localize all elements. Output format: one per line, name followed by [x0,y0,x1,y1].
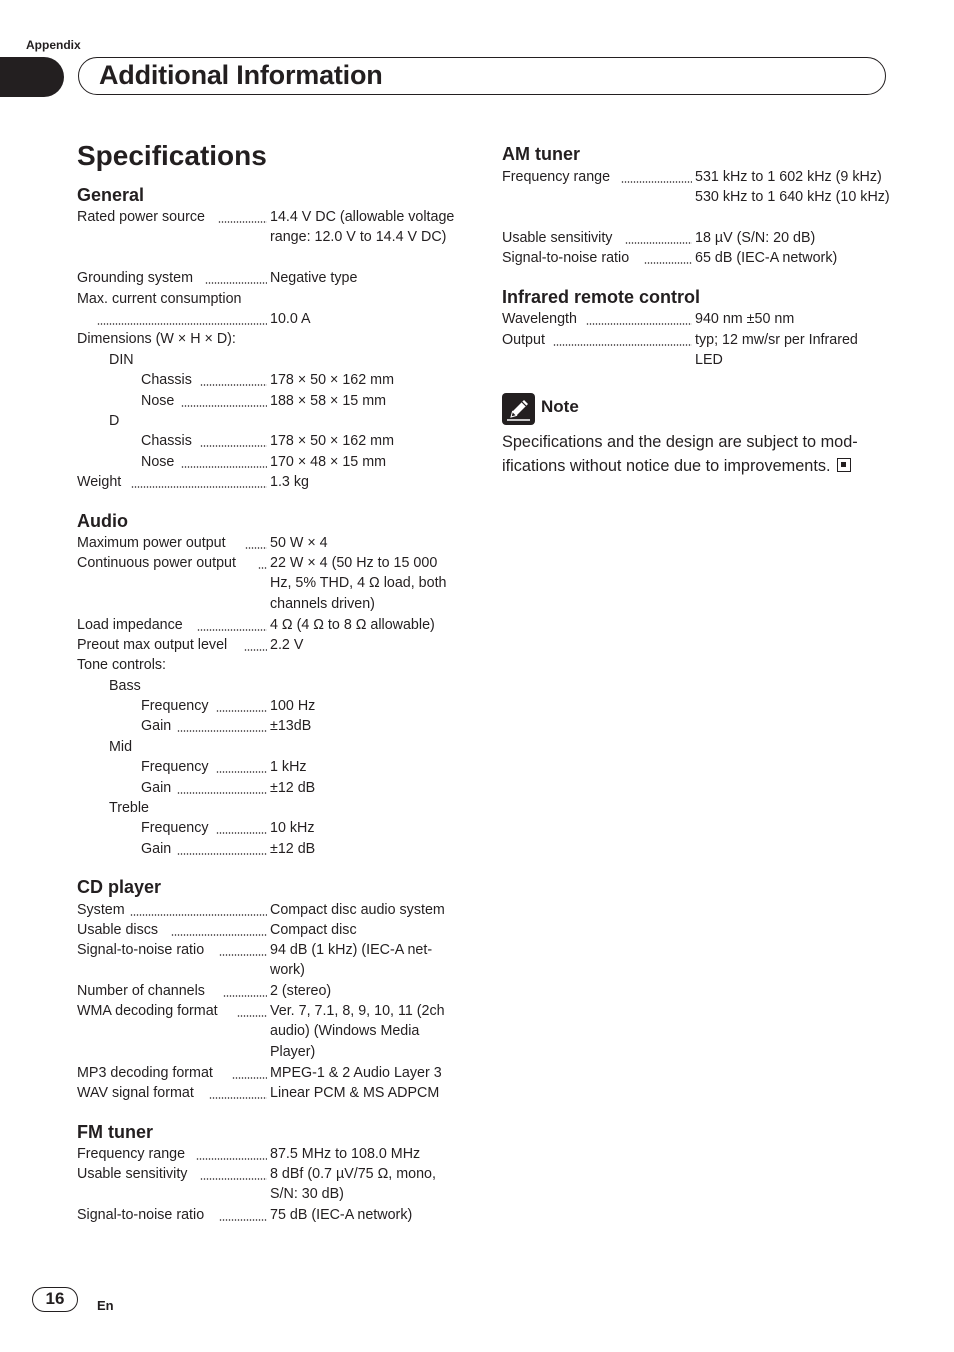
spec-row [77,839,467,860]
spec-value: 94 dB (1 kHz) (IEC-A net-work) [270,942,433,979]
spec-row [77,1083,467,1104]
spec-row [77,207,467,269]
spec-value: Compact disc [270,922,357,938]
spec-value: 14.4 V DC (allowable voltage range: 12.0 V to 14.4 V DC) [270,209,455,246]
leader-dots [171,934,267,936]
spec-label: Number of channels [77,983,205,999]
spec-row [77,472,467,493]
leader-dots [205,282,267,284]
leader-dots [181,466,267,468]
spec-label: WAV signal format [77,1085,194,1101]
spec-value: 18 µV (S/N: 20 dB) [695,230,816,246]
spec-row [77,900,467,921]
spec-label: MP3 decoding format [77,1065,213,1081]
leader-dots [244,649,267,651]
spec-label: System [77,902,125,918]
leader-dots [223,995,267,997]
end-square-icon [837,458,851,472]
leader-dots [621,181,692,183]
spec-value: 1 kHz [270,759,307,775]
leader-dots [216,771,267,773]
spec-value: 10 kHz [270,820,315,836]
leader-dots [177,792,267,794]
spec-label: Grounding system [77,270,194,286]
spec-row [502,228,894,249]
spec-value: Ver. 7, 7.1, 8, 9, 10, 11 (2ch audio) (Windows Media Player) [270,1003,445,1060]
fm-title: FM tuner [77,1122,153,1142]
spec-row [77,778,467,799]
page-number: 16 [32,1287,78,1312]
spec-label: Gain [141,780,172,796]
spec-value: 4 Ω (4 Ω to 8 Ω allowable) [270,617,435,633]
spec-value: Negative type [270,270,358,286]
spec-value: 10.0 A [270,311,311,327]
spec-value: 531 kHz to 1 602 kHz (9 kHz) 530 kHz to 1 640 kHz (10 kHz) [695,169,890,206]
leader-dots [196,1158,267,1160]
spec-label: Gain [141,718,172,734]
spec-row [77,1164,467,1206]
spec-value: 178 × 50 × 162 mm [270,433,394,449]
language-code: En [97,1298,114,1313]
spec-value: 87.5 MHz to 108.0 MHz [270,1146,421,1162]
spec-label: Chassis [141,372,192,388]
spec-label: Maximum power output [77,535,226,551]
spec-label: Weight [77,474,122,490]
leader-dots [218,221,267,223]
leader-dots [553,344,692,346]
leader-dots [586,323,692,325]
spec-label: Usable discs [77,922,159,938]
general-title: General [77,185,145,205]
section-title: Additional Information [99,60,383,90]
spec-row [502,309,894,330]
appendix-label: Appendix [26,38,81,52]
spec-row [77,635,467,656]
spec-row [77,940,467,982]
spec-sublabel: Mid [109,739,133,755]
spec-label: Signal-to-noise ratio [77,942,205,958]
spec-row [77,1063,467,1084]
spec-label: Wavelength [502,311,577,327]
leader-dots [131,486,267,488]
spec-value: Compact disc audio system [270,902,445,918]
spec-label: Signal-to-noise ratio [77,1207,205,1223]
section-tab-marker [0,57,64,97]
note-pencil-icon [502,393,535,425]
spec-value: ±13dB [270,718,312,734]
spec-row [77,818,467,839]
spec-row [77,757,467,778]
spec-label: Load impedance [77,617,183,633]
leader-dots [219,1219,267,1221]
spec-label: Rated power source [77,209,205,225]
leader-dots [644,262,692,264]
spec-label: WMA decoding format [77,1003,218,1019]
leader-dots [237,1015,267,1017]
note-label: Note [541,397,579,416]
spec-sublabel: Bass [109,678,141,694]
spec-row [77,309,467,330]
spec-row [502,248,894,269]
spec-label: Gain [141,841,172,857]
spec-label: Frequency [141,698,209,714]
leader-dots [197,629,267,631]
leader-dots [177,730,267,732]
spec-value: typ; 12 mw/sr per Infrared LED [695,332,858,369]
page-title: Specifications [77,140,267,171]
spec-value: 170 × 48 × 15 mm [270,454,387,470]
leader-dots [219,954,267,956]
spec-value: 100 Hz [270,698,316,714]
leader-dots [97,323,267,325]
spec-row [77,431,467,452]
cd-title: CD player [77,877,162,897]
leader-dots [216,832,267,834]
spec-row [77,920,467,941]
spec-label: Frequency range [502,169,611,185]
spec-row [77,370,467,391]
leader-dots [177,853,267,855]
note-text [502,430,894,478]
spec-sublabel: Treble [109,800,149,816]
leader-dots [625,242,692,244]
spec-label: Frequency range [77,1146,186,1162]
spec-value: 2 (stereo) [270,983,332,999]
spec-label: Usable sensitivity [502,230,613,246]
ir-title: Infrared remote control [502,287,701,307]
spec-row [77,696,467,717]
spec-value: 178 × 50 × 162 mm [270,372,394,388]
spec-label: Output [502,332,545,348]
spec-label: Max. current consumption [77,291,242,307]
leader-dots [181,405,267,407]
spec-row [502,330,894,372]
spec-label: Dimensions (W × H × D): [77,331,236,347]
spec-value: 1.3 kg [270,474,309,490]
leader-dots [245,547,267,549]
spec-label: Usable sensitivity [77,1166,188,1182]
spec-row [77,391,467,412]
spec-row [77,981,467,1002]
leader-dots [258,567,267,569]
spec-label: Preout max output level [77,637,228,653]
leader-dots [200,1178,267,1180]
spec-row [77,268,467,289]
spec-value: 50 W × 4 [270,535,328,551]
spec-row [77,615,467,636]
spec-label: Tone controls: [77,657,167,673]
leader-dots [209,1097,267,1099]
spec-sublabel: D [109,413,120,429]
leader-dots [216,710,267,712]
spec-label: Signal-to-noise ratio [502,250,630,266]
spec-row [77,533,467,554]
spec-value: 2.2 V [270,637,304,653]
leader-dots [232,1077,267,1079]
audio-title: Audio [77,511,128,531]
spec-value: Linear PCM & MS ADPCM [270,1085,440,1101]
spec-value: MPEG-1 & 2 Audio Layer 3 [270,1065,442,1081]
spec-label: Nose [141,393,175,409]
spec-value: 65 dB (IEC-A network) [695,250,838,266]
spec-row [502,167,894,229]
spec-row [77,1144,467,1165]
spec-sublabel: DIN [109,352,134,368]
spec-row [77,1205,467,1226]
spec-label: Chassis [141,433,192,449]
spec-label: Frequency [141,759,209,775]
spec-value: 940 nm ±50 nm [695,311,795,327]
leader-dots [200,445,267,447]
spec-label: Nose [141,454,175,470]
spec-row [77,1001,467,1063]
spec-value: ±12 dB [270,841,316,857]
spec-row [77,452,467,473]
am-title: AM tuner [502,144,580,164]
section-header-bar [78,57,886,95]
spec-value: 188 × 58 × 15 mm [270,393,387,409]
leader-dots [200,384,267,386]
leader-dots [130,914,267,916]
spec-label: Continuous power output [77,555,236,571]
spec-value: 8 dBf (0.7 µV/75 Ω, mono, S/N: 30 dB) [270,1166,436,1203]
spec-value: ±12 dB [270,780,316,796]
note-body: Specifications and the design are subject to mod-ifications without notice due to improvements. [502,433,858,475]
spec-label: Frequency [141,820,209,836]
spec-value: 75 dB (IEC-A network) [270,1207,413,1223]
spec-value: 22 W × 4 (50 Hz to 15 000 Hz, 5% THD, 4 Ω load, both channels driven) [270,555,447,612]
spec-row [77,553,467,615]
spec-row [77,716,467,737]
